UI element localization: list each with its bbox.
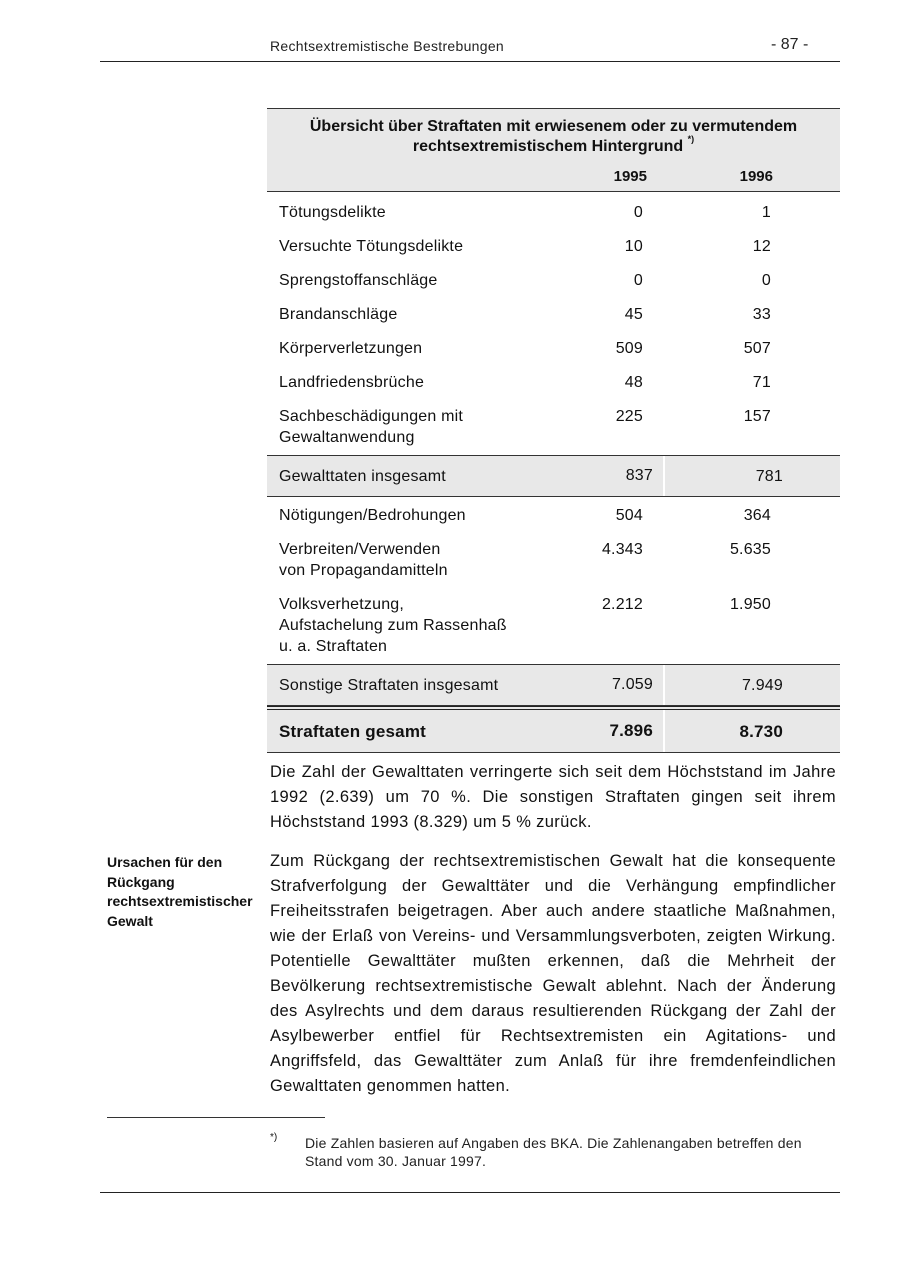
value-1995: 509 bbox=[615, 340, 643, 357]
value-1995: 45 bbox=[624, 306, 643, 323]
row-label: Nötigungen/Bedrohungen bbox=[279, 507, 466, 524]
row-label: Volksverhetzung, Aufstachelung zum Rassenhaß u. a. Straftaten bbox=[279, 596, 507, 655]
table-title bbox=[267, 109, 840, 161]
table-title-text: Übersicht über Straftaten mit erwiesenem oder zu vermutendem rechtsextremistischem Hintergrund bbox=[309, 118, 798, 155]
row-label: Sprengstoffanschläge bbox=[279, 272, 438, 289]
value-1995: 2.212 bbox=[601, 596, 643, 613]
value-1995: 10 bbox=[624, 238, 643, 255]
table-row bbox=[267, 298, 840, 332]
other-crimes-group bbox=[267, 497, 840, 664]
value-1996: 12 bbox=[752, 238, 771, 255]
row-label: Körperverletzungen bbox=[279, 340, 423, 357]
row-label: Verbreiten/Verwenden von Propagandamitteln bbox=[279, 541, 448, 579]
table-row bbox=[267, 533, 840, 588]
value-1995: 0 bbox=[633, 272, 643, 289]
table-row bbox=[267, 332, 840, 366]
footnote-mark: *) bbox=[270, 1132, 278, 1143]
table-row bbox=[267, 588, 840, 664]
value-1996: 7.949 bbox=[741, 676, 783, 694]
value-1996: 71 bbox=[752, 374, 771, 391]
table-row bbox=[267, 196, 840, 230]
year-header-row bbox=[267, 161, 840, 191]
row-label: Versuchte Tötungsdelikte bbox=[279, 238, 464, 255]
row-label: Tötungsdelikte bbox=[279, 204, 386, 221]
footnote-rule bbox=[107, 1117, 325, 1118]
row-label: Sachbeschädigungen mit Gewaltanwendung bbox=[279, 408, 464, 446]
value-1996: 781 bbox=[755, 467, 783, 485]
table-row bbox=[267, 264, 840, 298]
value-1995: 504 bbox=[615, 507, 643, 524]
value-1996: 364 bbox=[743, 507, 771, 524]
value-1996: 33 bbox=[752, 306, 771, 323]
paragraph-decline: Die Zahl der Gewalttaten verringerte sich seit dem Höchststand im Jahre 1992 (2.639) um 70 %. Die sonstigen Straftaten gingen seit ihrem Höchststand 1993 (8.329) um 5 % zurück. bbox=[270, 763, 836, 831]
row-label: Gewalttaten insgesamt bbox=[279, 467, 446, 485]
row-label: Straftaten gesamt bbox=[279, 721, 426, 741]
crime-statistics-table bbox=[267, 108, 840, 753]
page-number: - 87 - bbox=[771, 36, 809, 53]
table-title-footnote-mark: *) bbox=[687, 134, 695, 144]
table-row bbox=[267, 230, 840, 264]
margin-note: Ursachen für den Rückgang rechtsextremistischer Gewalt bbox=[107, 854, 253, 929]
row-label: Landfriedensbrüche bbox=[279, 374, 425, 391]
value-1996: 8.730 bbox=[739, 721, 783, 741]
table-row bbox=[267, 499, 840, 533]
other-total-row bbox=[267, 664, 840, 706]
value-1996: 157 bbox=[743, 408, 771, 425]
table-header bbox=[267, 108, 840, 192]
value-1996: 507 bbox=[743, 340, 771, 357]
value-1995: 0 bbox=[633, 204, 643, 221]
value-1995: 837 bbox=[567, 456, 665, 496]
value-1995: 4.343 bbox=[601, 541, 643, 558]
table-row bbox=[267, 400, 840, 455]
grand-total-row bbox=[267, 706, 840, 753]
row-label: Brandanschläge bbox=[279, 306, 398, 323]
violent-total-row bbox=[267, 455, 840, 497]
table-row bbox=[267, 366, 840, 400]
violent-crimes-group bbox=[267, 192, 840, 455]
footnote-text: Die Zahlen basieren auf Angaben des BKA. Die Zahlenangaben betreffen den Stand vom 30. Januar 1997. bbox=[305, 1135, 802, 1169]
value-1995: 48 bbox=[624, 374, 643, 391]
value-1996: 5.635 bbox=[729, 541, 771, 558]
value-1995: 7.059 bbox=[567, 665, 665, 705]
header-rule bbox=[100, 61, 840, 62]
year-1995-header: 1995 bbox=[613, 167, 647, 185]
value-1996: 1 bbox=[761, 204, 771, 221]
running-header-title: Rechtsextremistische Bestrebungen bbox=[270, 38, 505, 54]
year-1996-header: 1996 bbox=[739, 167, 773, 185]
row-label: Sonstige Straftaten insgesamt bbox=[279, 676, 499, 694]
footer-rule bbox=[100, 1192, 840, 1193]
value-1995: 7.896 bbox=[567, 710, 665, 752]
value-1996: 0 bbox=[761, 272, 771, 289]
paragraph-causes: Zum Rückgang der rechtsextremistischen Gewalt hat die konsequente Strafverfolgung der Gewalttäter und die Verhängung empfindlicher Freiheitsstrafen beigetragen. Aber auch andere staatliche Maßnahmen, wie der Erlaß von Vereins- und Versammlungsverboten, zeigten Wirkung. Potentielle Gewalttäter mußten erkennen, daß die Mehrheit der Bevölkerung rechtsextremistische Gewalt ablehnt. Nach der Änderung des Asylrechts und dem daraus resultierenden Rückgang der Zahl der Asylbewerber entfiel für Rechtsextremisten ein Agitations- und Angriffsfeld, das Gewalttäter zum Anlaß für ihre fremdenfeindlichen Gewalttaten genommen hatten. bbox=[270, 852, 836, 1095]
value-1996: 1.950 bbox=[729, 596, 771, 613]
value-1995: 225 bbox=[615, 408, 643, 425]
